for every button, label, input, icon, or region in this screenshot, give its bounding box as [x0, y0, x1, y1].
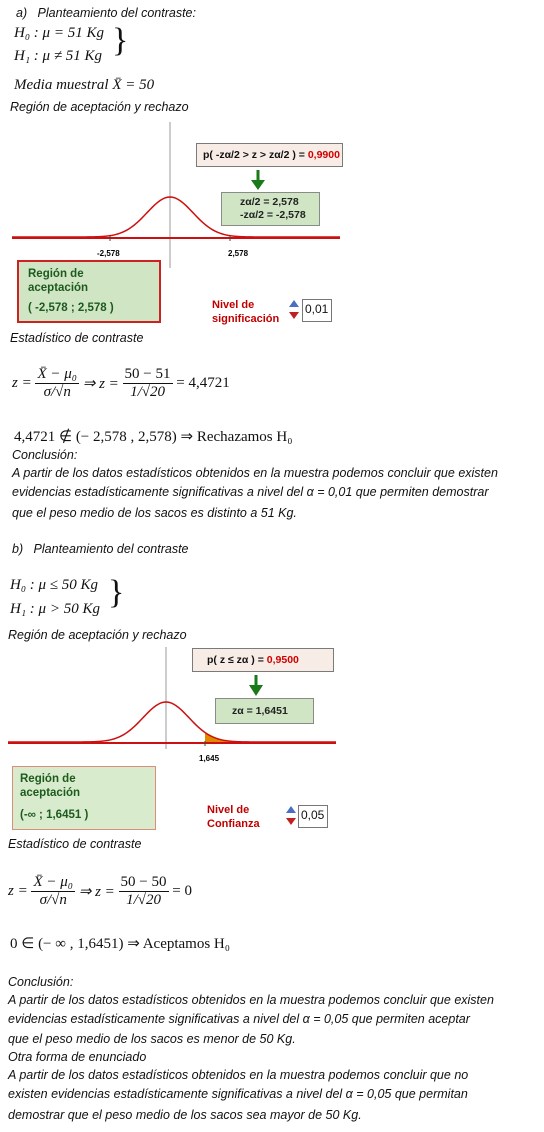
spinner-up-icon[interactable]	[286, 806, 296, 813]
part-b-z-critical-box	[215, 698, 314, 724]
formula-denominator-2: 1/√20	[130, 384, 165, 400]
part-a-media: Media muestral X̄ = 50	[14, 77, 155, 93]
part-a-arrow-down-icon	[251, 180, 265, 190]
spinner-down-icon[interactable]	[286, 818, 296, 825]
part-a-nivel2: significación	[212, 313, 280, 325]
formula-result: = 4,4721	[176, 375, 230, 391]
formula-denominator-1: σ/√n	[39, 892, 67, 908]
formula-fraction-2	[119, 874, 169, 909]
part-b-heading-text: Planteamiento del contraste	[33, 542, 189, 556]
part-b-h1: H₁ : μ > 50 Kg	[10, 601, 100, 617]
part-a-nivel1: Nivel de	[212, 299, 255, 311]
part-a-heading-text: Planteamiento del contraste:	[37, 6, 196, 20]
part-b-label: b)	[12, 542, 24, 556]
part-a-z-line1: zα/2 = 2,578	[240, 196, 299, 208]
part-b-conclusion-2: evidencias estadísticamente significativas a nivel del α = 0,05 que permiten aceptar	[8, 1012, 470, 1026]
part-b-otra-3: demostrar que el peso medio de los sacos sea mayor de 50 Kg.	[8, 1108, 362, 1122]
part-a-z-critical-box	[221, 192, 320, 226]
part-a-h1: H₁ : μ ≠ 51 Kg	[14, 48, 103, 64]
part-b-otra-2: existen evidencias estadísticamente significativas a nivel del α = 0,05 que permitan	[8, 1087, 468, 1101]
part-a-nivel-label	[212, 298, 279, 326]
part-a-probability-box	[196, 143, 343, 167]
spinner-down-icon[interactable]	[289, 312, 299, 319]
part-b-acc-title2: aceptación	[20, 787, 81, 799]
part-b-conclusion-title: Conclusión:	[8, 975, 74, 989]
part-a-estadistico: Estadístico de contraste	[10, 331, 144, 345]
part-b-conclusion-1: A partir de los datos estadísticos obtenidos en la muestra podemos concluir que existen	[8, 993, 494, 1007]
part-a-heading	[16, 6, 196, 20]
part-a-spinner-value[interactable]: 0,01	[302, 299, 332, 322]
part-a-conclusion-3: que el peso medio de los sacos es distinto a 51 Kg.	[12, 506, 297, 520]
part-b-probability-box	[192, 648, 334, 672]
formula-numerator-1: X̄ − μ₀	[37, 366, 77, 382]
part-a-brace: }	[112, 22, 129, 59]
part-a-acc-title2: aceptación	[28, 282, 89, 294]
part-a-region-title: Región de aceptación y rechazo	[10, 100, 189, 114]
part-a-z-line2: -zα/2 = -2,578	[240, 209, 306, 221]
part-a-acceptance-box	[17, 260, 161, 323]
part-b-nivel-label	[207, 803, 260, 831]
part-b-formula	[8, 874, 192, 930]
part-a-label: a)	[16, 6, 28, 20]
formula-z-eq: z =	[8, 883, 28, 899]
formula-denominator-1: σ/√n	[43, 384, 71, 400]
formula-fraction-1	[31, 874, 75, 909]
part-a-tick-left-label: -2,578	[97, 249, 120, 258]
part-a-spinner[interactable]	[288, 298, 300, 322]
part-a-prob-text: p( -zα/2 > z > zα/2 ) =	[203, 149, 308, 161]
part-a-conclusion-1: A partir de los datos estadísticos obtenidos en la muestra podemos concluir que existen	[12, 466, 498, 480]
part-a-tick-right-label: 2,578	[228, 249, 249, 258]
formula-fraction-1	[35, 366, 79, 401]
part-a-decision: 4,4721 ∉ (− 2,578 , 2,578) ⇒ Rechazamos H₀	[14, 429, 293, 445]
part-b-estadistico: Estadístico de contraste	[8, 837, 142, 851]
formula-implies: ⇒ z =	[82, 376, 119, 392]
part-b-otra-1: A partir de los datos estadísticos obtenidos en la muestra podemos concluir que no	[8, 1068, 469, 1082]
formula-numerator-2: 50 − 50	[120, 874, 167, 890]
formula-result: = 0	[172, 883, 192, 899]
part-b-prob-value: 0,9500	[266, 654, 299, 666]
part-b-decision: 0 ∈ (− ∞ , 1,6451) ⇒ Aceptamos H₀	[10, 936, 230, 952]
part-b-nivel2: Confianza	[207, 818, 260, 830]
formula-denominator-2: 1/√20	[126, 892, 161, 908]
part-b-brace: }	[108, 574, 125, 611]
part-a-formula	[12, 366, 230, 422]
part-b-acceptance-box	[12, 766, 156, 830]
part-a-h0: H₀ : μ = 51 Kg	[14, 25, 104, 41]
part-b-otra-forma: Otra forma de enunciado	[8, 1050, 147, 1064]
formula-implies: ⇒ z =	[78, 884, 115, 900]
part-a-prob-value: 0,9900	[307, 149, 340, 161]
part-b-spinner-value[interactable]: 0,05	[298, 805, 328, 828]
part-b-z-line1: zα = 1,6451	[232, 705, 288, 717]
formula-numerator-2: 50 − 51	[124, 366, 171, 382]
part-a-acc-interval: ( -2,578 ; 2,578 )	[28, 302, 114, 314]
spinner-up-icon[interactable]	[289, 300, 299, 307]
part-b-heading	[12, 542, 189, 556]
formula-numerator-1: X̄ − μ₀	[33, 874, 73, 890]
formula-fraction-2	[123, 366, 173, 401]
part-a-conclusion-title: Conclusión:	[12, 448, 78, 462]
part-b-region-title: Región de aceptación y rechazo	[8, 628, 187, 642]
part-b-h0: H₀ : μ ≤ 50 Kg	[10, 577, 99, 593]
part-b-prob-text: p( z ≤ zα ) =	[207, 654, 267, 666]
part-b-tick-label: 1,645	[199, 754, 220, 763]
part-b-acc-interval: (-∞ ; 1,6451 )	[20, 809, 89, 821]
part-a-conclusion-2: evidencias estadísticamente significativas a nivel del α = 0,01 que permiten demostrar	[12, 485, 489, 499]
part-b-nivel1: Nivel de	[207, 804, 250, 816]
part-a-acc-title1: Región de	[28, 268, 84, 280]
part-b-spinner[interactable]	[285, 804, 297, 828]
part-b-conclusion-3: que el peso medio de los sacos es menor de 50 Kg.	[8, 1032, 296, 1046]
formula-z-eq: z =	[12, 375, 32, 391]
part-b-acc-title1: Región de	[20, 773, 76, 785]
part-b-arrow-down-icon	[249, 685, 263, 696]
